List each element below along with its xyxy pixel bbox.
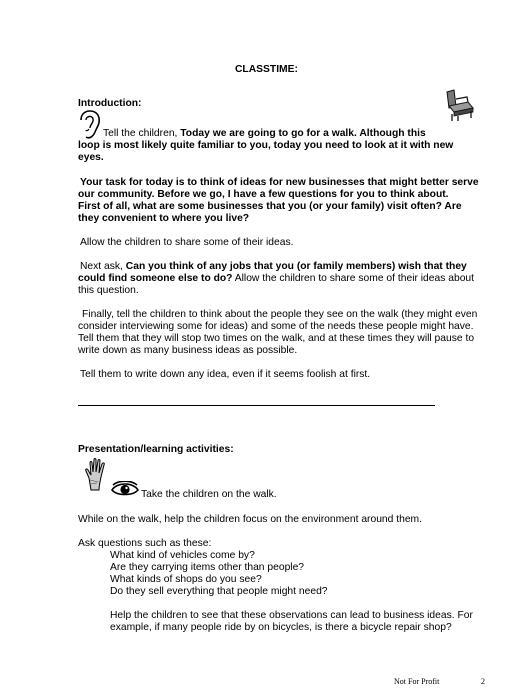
- ear-icon: [78, 110, 102, 140]
- next-ask-line-1: Next ask, Can you think of any jobs that you (or family members) wish that they: [80, 261, 467, 272]
- next-ask-line-3: this question.: [78, 285, 139, 296]
- intro-paragraph-line-2: loop is most likely quite familiar to you, today you need to look at it with new: [78, 140, 454, 151]
- page-heading: CLASSTIME:: [235, 64, 298, 75]
- help-paragraph-line: Help the children to see that these observations can lead to business ideas. For: [110, 610, 473, 621]
- share-ideas-text: Allow the children to share some of their ideas.: [80, 237, 294, 248]
- intro-paragraph-line-3: eyes.: [78, 152, 104, 163]
- footer-text: Not For Profit: [394, 677, 440, 686]
- question-item: What kind of vehicles come by?: [110, 550, 255, 561]
- finally-paragraph-line: write down as many business ideas as possible.: [78, 345, 298, 356]
- chair-icon: [444, 88, 476, 122]
- walk-instruction: Take the children on the walk.: [141, 489, 277, 500]
- ask-questions-text: Ask questions such as these:: [78, 538, 212, 549]
- hand-icon: [84, 458, 110, 492]
- task-paragraph-line: Your task for today is to think of ideas for new businesses that might better serve: [80, 177, 479, 188]
- presentation-heading: Presentation/learning activities:: [78, 444, 234, 455]
- finally-paragraph-line: Tell them that they will stop two times on the walk, and at these times they will pause to: [78, 333, 475, 344]
- page-number: 2: [481, 677, 485, 686]
- question-item: What kinds of shops do you see?: [110, 574, 262, 585]
- question-item: Are they carrying items other than people?: [110, 562, 305, 573]
- section-divider: [78, 405, 435, 406]
- eye-icon: [111, 481, 139, 499]
- task-paragraph-line: First of all, what are some businesses that you (or your family) visit often? Are: [78, 201, 462, 212]
- introduction-heading: Introduction:: [78, 98, 142, 109]
- finally-paragraph-line: consider interviewing some for ideas) and some of the needs these people might have.: [78, 321, 474, 332]
- intro-paragraph-line-1: Tell the children, Today we are going to go for a walk. Although this: [103, 128, 426, 139]
- task-paragraph-line: our community. Before we go, I have a few questions for you to think about.: [78, 189, 449, 200]
- focus-text: While on the walk, help the children focus on the environment around them.: [78, 514, 423, 525]
- write-down-text: Tell them to write down any idea, even if it seems foolish at first.: [80, 369, 371, 380]
- question-item: Do they sell everything that people might need?: [110, 586, 328, 597]
- task-paragraph-line: they convenient to where you live?: [78, 213, 250, 224]
- finally-paragraph-line: Finally, tell the children to think about the people they see on the walk (they might even: [82, 309, 478, 320]
- help-paragraph-line: example, if many people ride by on bicycles, is there a bicycle repair shop?: [110, 622, 452, 633]
- next-ask-line-2: could find someone else to do? Allow the children to share some of their ideas about: [78, 273, 475, 284]
